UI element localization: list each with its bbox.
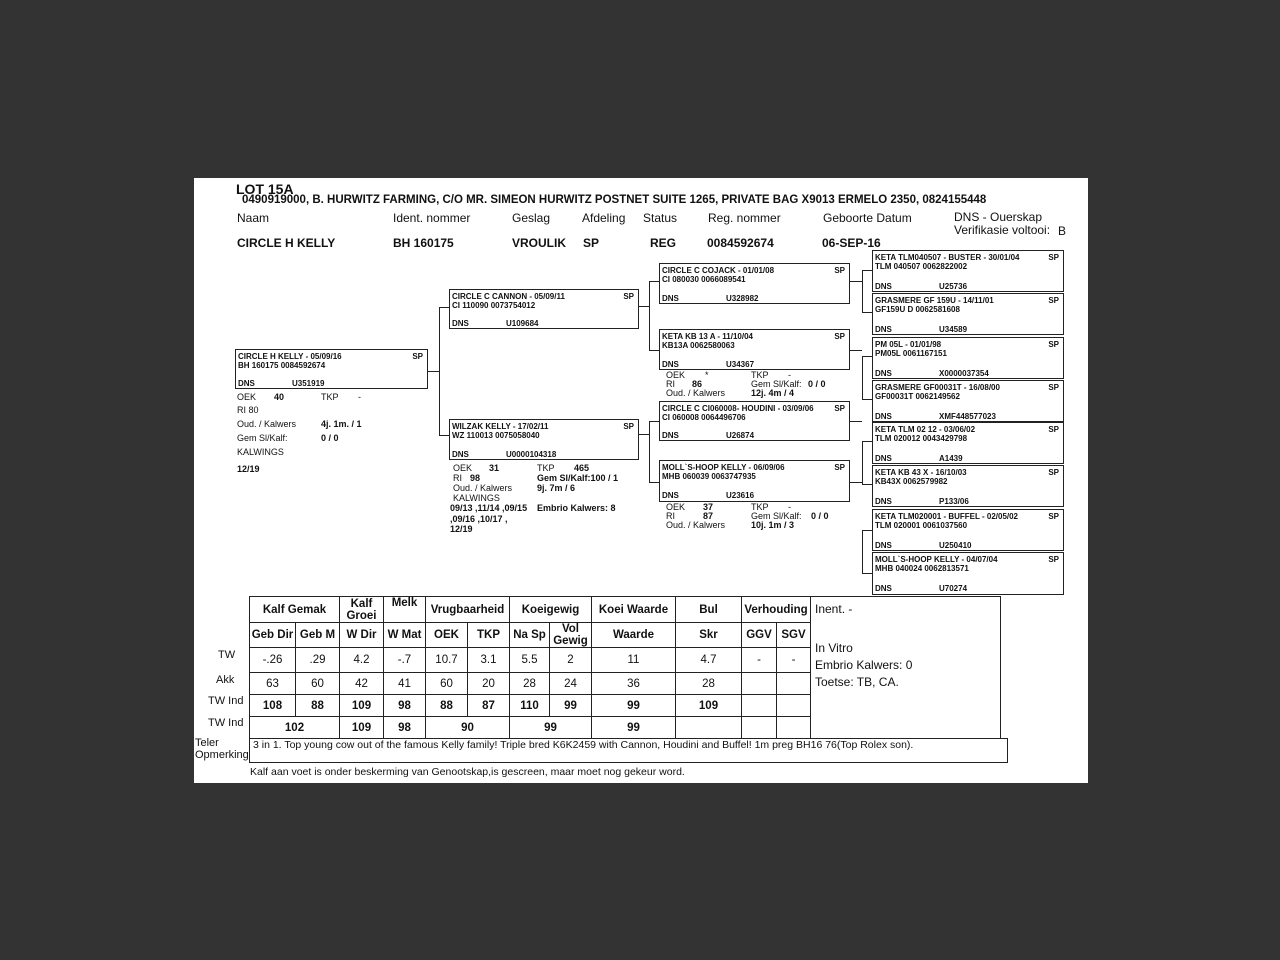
pedigree-box-g3 (872, 509, 1064, 551)
stat-value: 0 / 0 (811, 511, 829, 521)
pedigree-box-g3 (872, 465, 1064, 507)
stat-value: 12j. 4m / 4 (751, 388, 795, 398)
box-dns-value: U250410 (939, 541, 972, 550)
box-sp: SP (623, 422, 634, 431)
remark-box (249, 738, 1008, 763)
box-dns-value: U351919 (292, 379, 325, 388)
pedigree-box-g3 (872, 337, 1064, 379)
value-cell: 88 (296, 695, 340, 717)
remark-text: 3 in 1. Top young cow out of the famous Kelly family! Triple bred K6K2459 with Cannon, Houdini and Buffel! 1m preg BH16 76(Top Rolex son). (253, 739, 914, 751)
owner-line: 0490919000, B. HURWITZ FARMING, C/O MR. SIMEON HURWITZ POSTNET SUITE 1265, PRIVATE BAG X9013 ERMELO 2350, 0824155448 (242, 194, 987, 206)
box-dns-value: P133/06 (939, 497, 969, 506)
connector (649, 281, 659, 282)
connector (649, 421, 659, 422)
value-cell: 41 (384, 673, 426, 695)
row-label-twind: TW Ind (208, 695, 244, 707)
stat-label: Gem Sl/Kalf: (237, 433, 288, 443)
box-dns: DNS (875, 541, 892, 550)
box-sp: SP (1048, 555, 1059, 564)
box-sp: SP (1048, 468, 1059, 477)
animal-geslag: VROULIK (512, 236, 566, 250)
invitro-label: In Vitro (815, 641, 853, 655)
value-cell: 60 (296, 673, 340, 695)
connector (850, 281, 862, 282)
box-id: CI 110090 0073754012 (452, 301, 536, 310)
value-cell: 20 (468, 673, 510, 695)
group-header: Kalf Groei (340, 597, 384, 623)
value-cell: 28 (676, 673, 742, 695)
animal-afdeling: SP (583, 236, 600, 250)
connector (862, 356, 863, 399)
stat-label: OEK (453, 463, 473, 473)
box-name: KETA KB 13 A - 11/10/04 (662, 332, 753, 341)
value-cell (742, 673, 777, 695)
box-sp: SP (834, 266, 845, 275)
value-cell (742, 717, 777, 739)
row-label-tw: TW (218, 649, 236, 661)
stat-value: 40 (274, 392, 285, 402)
value-cell: 28 (510, 673, 550, 695)
box-sp: SP (412, 352, 423, 361)
stat-value: 9j. 7m / 6 (537, 483, 576, 493)
connector (649, 281, 650, 350)
box-sp: SP (834, 404, 845, 413)
inent-label: Inent. - (815, 602, 853, 616)
pedigree-box-dam (449, 419, 639, 460)
box-dns-value: U26874 (726, 431, 755, 440)
group-header: Verhouding (742, 597, 811, 623)
pedigree-box-g3 (872, 380, 1064, 422)
stat-label: RI (453, 473, 462, 483)
stat-value: 465 (574, 463, 590, 473)
box-sp: SP (1048, 253, 1059, 262)
group-header: Kalf Gemak (250, 597, 340, 623)
value-cell: 11 (592, 648, 676, 673)
stat-label: Oud. / Kalwers (453, 483, 513, 493)
animal-geboorte: 06-SEP-16 (822, 236, 881, 250)
group-header: Bul (676, 597, 742, 623)
animal-ident: BH 160175 (393, 236, 454, 250)
box-id: MHB 060039 0063747935 (662, 472, 756, 481)
box-sp: SP (834, 332, 845, 341)
stat-value: 0 / 0 (321, 433, 339, 443)
connector (862, 270, 872, 271)
stat-value: 31 (489, 463, 500, 473)
sub-header: GGV (742, 623, 777, 648)
stat-value: - (358, 392, 361, 402)
embrio-label: Embrio Kalwers: 0 (815, 658, 913, 672)
row-label-twind2: TW Ind (208, 717, 244, 729)
value-cell: 5.5 (510, 648, 550, 673)
connector (850, 482, 862, 483)
connector (439, 307, 449, 308)
value-cell: 42 (340, 673, 384, 695)
connector (862, 270, 863, 312)
box-dns: DNS (662, 431, 679, 440)
connector (649, 482, 659, 483)
teler-label: Teler (195, 737, 219, 749)
value-cell: 99 (592, 717, 676, 739)
header-dns: DNS - Ouerskap (954, 210, 1043, 224)
box-dns-value: U70274 (939, 584, 968, 593)
box-name: CIRCLE C CANNON - 05/09/11 (452, 292, 565, 301)
sub-header: TKP (468, 623, 510, 648)
verifikasie-value: B (1058, 224, 1067, 238)
sub-header: Vol Gewig (550, 623, 592, 648)
value-cell: 109 (340, 717, 384, 739)
stat-value: 86 (692, 379, 703, 389)
stat-label: KALWINGS (453, 493, 500, 503)
box-name: CIRCLE C COJACK - 01/01/08 (662, 266, 775, 275)
value-cell: 90 (426, 717, 510, 739)
value-cell: 87 (468, 695, 510, 717)
group-header: Koeigewig (510, 597, 592, 623)
stat-label: Gem Sl/Kalf: (751, 379, 802, 389)
box-name: KETA KB 43 X - 16/10/03 (875, 468, 967, 477)
value-cell: 99 (510, 717, 592, 739)
toetse-label: Toetse: TB, CA. (815, 675, 899, 689)
box-sp: SP (623, 292, 634, 301)
box-dns-value: U328982 (726, 294, 759, 303)
box-id: TLM 020001 0061037560 (875, 521, 968, 530)
stat-label: TKP (537, 463, 555, 473)
lot-number: LOT 15A (236, 181, 294, 197)
value-cell: 102 (250, 717, 340, 739)
box-sp: SP (834, 463, 845, 472)
value-cell: 109 (340, 695, 384, 717)
connector (862, 441, 872, 442)
box-dns: DNS (875, 282, 892, 291)
box-dns: DNS (875, 369, 892, 378)
stat-label: Oud. / Kalwers (237, 419, 297, 429)
value-cell: 99 (550, 695, 592, 717)
stat-value: 10j. 1m / 3 (751, 520, 795, 530)
connector (639, 306, 649, 307)
box-id: KB43X 0062579982 (875, 477, 948, 486)
pedigree-box-g3 (872, 293, 1064, 335)
stat-label: Gem Sl/Kalf: (751, 511, 802, 521)
stat-label: OEK (666, 370, 686, 380)
box-dns-value: X0000037354 (939, 369, 989, 378)
connector (862, 573, 872, 574)
box-name: WILZAK KELLY - 17/02/11 (452, 422, 549, 431)
connector (439, 307, 440, 435)
box-dns-value: U34589 (939, 325, 968, 334)
footer-note: Kalf aan voet is onder beskerming van Genootskap,is gescreen, maar moet nog gekeur word. (250, 766, 685, 778)
pedigree-box-g2 (659, 401, 850, 441)
box-dns: DNS (875, 325, 892, 334)
connector (649, 350, 659, 351)
value-cell: 108 (250, 695, 296, 717)
value-cell: .29 (296, 648, 340, 673)
stat-value: 12/19 (237, 464, 260, 474)
box-dns-value: U109684 (506, 319, 539, 328)
value-cell: 2 (550, 648, 592, 673)
box-name: MOLL`S-HOOP KELLY - 04/07/04 (875, 555, 998, 564)
connector (862, 530, 863, 573)
box-dns: DNS (875, 497, 892, 506)
value-cell: - (742, 648, 777, 673)
box-id: GF00031T 0062149562 (875, 392, 960, 401)
box-dns: DNS (662, 360, 679, 369)
header-status: Status (643, 211, 678, 225)
value-cell: 4.2 (340, 648, 384, 673)
box-name: CIRCLE H KELLY - 05/09/16 (238, 352, 342, 361)
pedigree-box-g3 (872, 552, 1064, 595)
box-sp: SP (1048, 296, 1059, 305)
pedigree-box-g2 (659, 460, 850, 502)
sub-header: Na Sp (510, 623, 550, 648)
value-cell (777, 695, 811, 717)
animal-reg: 0084592674 (707, 236, 774, 250)
box-name: KETA TLM040507 - BUSTER - 30/01/04 (875, 253, 1020, 262)
sub-header: Geb M (296, 623, 340, 648)
pedigree-box-g2 (659, 329, 850, 370)
sub-header: W Dir (340, 623, 384, 648)
stat-value: * (705, 370, 709, 380)
stat-value: 12/19 (450, 524, 473, 534)
pedigree-box-g3 (872, 250, 1064, 292)
value-cell (676, 717, 742, 739)
value-cell (777, 717, 811, 739)
connector (862, 312, 872, 313)
box-id: TLM 020012 0043429798 (875, 434, 968, 443)
stat-value: - (788, 370, 791, 380)
stat-label: OEK (666, 502, 686, 512)
stat-value: 87 (703, 511, 714, 521)
pedigree-box-g3 (872, 422, 1064, 464)
pedigree-box-self (235, 349, 428, 389)
header-afdeling: Afdeling (582, 211, 626, 225)
stat-label: Oud. / Kalwers (666, 388, 726, 398)
stat-value: 4j. 1m. / 1 (321, 419, 362, 429)
box-id: BH 160175 0084592674 (238, 361, 326, 370)
box-dns: DNS (662, 294, 679, 303)
stat-label: RI (666, 511, 675, 521)
box-dns-value: U0000104318 (506, 450, 557, 459)
box-dns-value: U25736 (939, 282, 968, 291)
value-cell: 60 (426, 673, 468, 695)
box-name: KETA TLM 02 12 - 03/06/02 (875, 425, 976, 434)
box-dns: DNS (238, 379, 255, 388)
sub-header: SGV (777, 623, 811, 648)
box-id: TLM 040507 0062822002 (875, 262, 968, 271)
box-name: GRASMERE GF00031T - 16/08/00 (875, 383, 1000, 392)
value-cell: 99 (592, 695, 676, 717)
value-cell: 24 (550, 673, 592, 695)
connector (862, 530, 872, 531)
stat-value: 98 (470, 473, 481, 483)
box-name: CIRCLE C CI060008- HOUDINI - 03/09/06 (662, 404, 814, 413)
value-cell: 98 (384, 717, 426, 739)
box-dns: DNS (875, 454, 892, 463)
stat-label: Oud. / Kalwers (666, 520, 726, 530)
connector (427, 371, 439, 372)
connector (862, 399, 872, 400)
value-cell: 110 (510, 695, 550, 717)
box-name: GRASMERE GF 159U - 14/11/01 (875, 296, 994, 305)
stat-label: RI 80 (237, 405, 259, 415)
box-name: KETA TLM020001 - BUFFEL - 02/05/02 (875, 512, 1019, 521)
box-sp: SP (1048, 340, 1059, 349)
row-label-akk: Akk (216, 674, 235, 686)
box-dns-value: XMF448577023 (939, 412, 996, 421)
sub-header: OEK (426, 623, 468, 648)
stat-label: KALWINGS (237, 447, 284, 457)
value-cell (742, 695, 777, 717)
box-name: PM 05L - 01/01/98 (875, 340, 942, 349)
box-dns: DNS (662, 491, 679, 500)
box-id: MHB 040024 0062813571 (875, 564, 969, 573)
connector (850, 350, 862, 351)
stat-label: OEK (237, 392, 257, 402)
value-cell: -.7 (384, 648, 426, 673)
header-reg: Reg. nommer (708, 211, 781, 225)
pedigree-document (194, 178, 1088, 783)
box-dns: DNS (452, 450, 469, 459)
breeding-values-table (249, 596, 1001, 739)
value-cell: 36 (592, 673, 676, 695)
stat-value: ,09/16 ,10/17 , (450, 514, 508, 524)
connector (850, 421, 862, 422)
box-dns-value: U34367 (726, 360, 755, 369)
box-id: KB13A 0062580063 (662, 341, 735, 350)
connector (862, 441, 863, 484)
value-cell (777, 673, 811, 695)
connector (862, 484, 872, 485)
value-cell: 109 (676, 695, 742, 717)
sub-header: Waarde (592, 623, 676, 648)
box-dns: DNS (875, 584, 892, 593)
stat-label: TKP (751, 502, 769, 512)
header-geboorte: Geboorte Datum (823, 211, 912, 225)
box-dns-value: U23616 (726, 491, 755, 500)
connector (649, 421, 650, 482)
pedigree-box-sire (449, 289, 639, 329)
box-name: MOLL`S-HOOP KELLY - 06/09/06 (662, 463, 785, 472)
value-cell: 98 (384, 695, 426, 717)
value-cell: 88 (426, 695, 468, 717)
group-header: Koei Waarde (592, 597, 676, 623)
connector (862, 356, 872, 357)
stat-value: Embrio Kalwers: 8 (537, 503, 616, 513)
header-verifikasie: Verifikasie voltooi: (954, 223, 1051, 237)
sub-header: W Mat (384, 623, 426, 648)
group-header: Vrugbaarheid (426, 597, 510, 623)
box-id: CI 080030 0066089541 (662, 275, 746, 284)
stat-label: TKP (321, 392, 339, 402)
connector (639, 434, 649, 435)
box-dns: DNS (875, 412, 892, 421)
value-cell: -.26 (250, 648, 296, 673)
animal-status: REG (650, 236, 677, 250)
opmerking-label: Opmerking (195, 749, 249, 761)
notes-cell (811, 597, 1001, 739)
box-id: CI 060008 0064496706 (662, 413, 746, 422)
box-sp: SP (1048, 425, 1059, 434)
value-cell: 4.7 (676, 648, 742, 673)
box-sp: SP (1048, 383, 1059, 392)
stat-value: - (788, 502, 791, 512)
group-header: Melk (384, 597, 426, 623)
stat-value: 09/13 ,11/14 ,09/15 (450, 503, 528, 513)
sub-header: Skr (676, 623, 742, 648)
header-naam: Naam (237, 211, 270, 225)
header-ident: Ident. nommer (393, 211, 471, 225)
pedigree-box-g2 (659, 263, 850, 304)
value-cell: - (777, 648, 811, 673)
sub-header: Geb Dir (250, 623, 296, 648)
box-dns: DNS (452, 319, 469, 328)
stat-value: Gem Sl/Kalf:100 / 1 (537, 473, 619, 483)
header-geslag: Geslag (512, 211, 551, 225)
box-sp: SP (1048, 512, 1059, 521)
stat-value: 0 / 0 (808, 379, 826, 389)
stat-label: TKP (751, 370, 769, 380)
connector (439, 435, 449, 436)
stat-value: 37 (703, 502, 714, 512)
animal-name: CIRCLE H KELLY (237, 236, 336, 250)
value-cell: 63 (250, 673, 296, 695)
stat-label: RI (666, 379, 675, 389)
value-cell: 10.7 (426, 648, 468, 673)
box-id: WZ 110013 0075058040 (452, 431, 540, 440)
box-id: PM05L 0061167151 (875, 349, 947, 358)
value-cell: 3.1 (468, 648, 510, 673)
box-dns-value: A1439 (939, 454, 963, 463)
box-id: GF159U D 0062581608 (875, 305, 960, 314)
